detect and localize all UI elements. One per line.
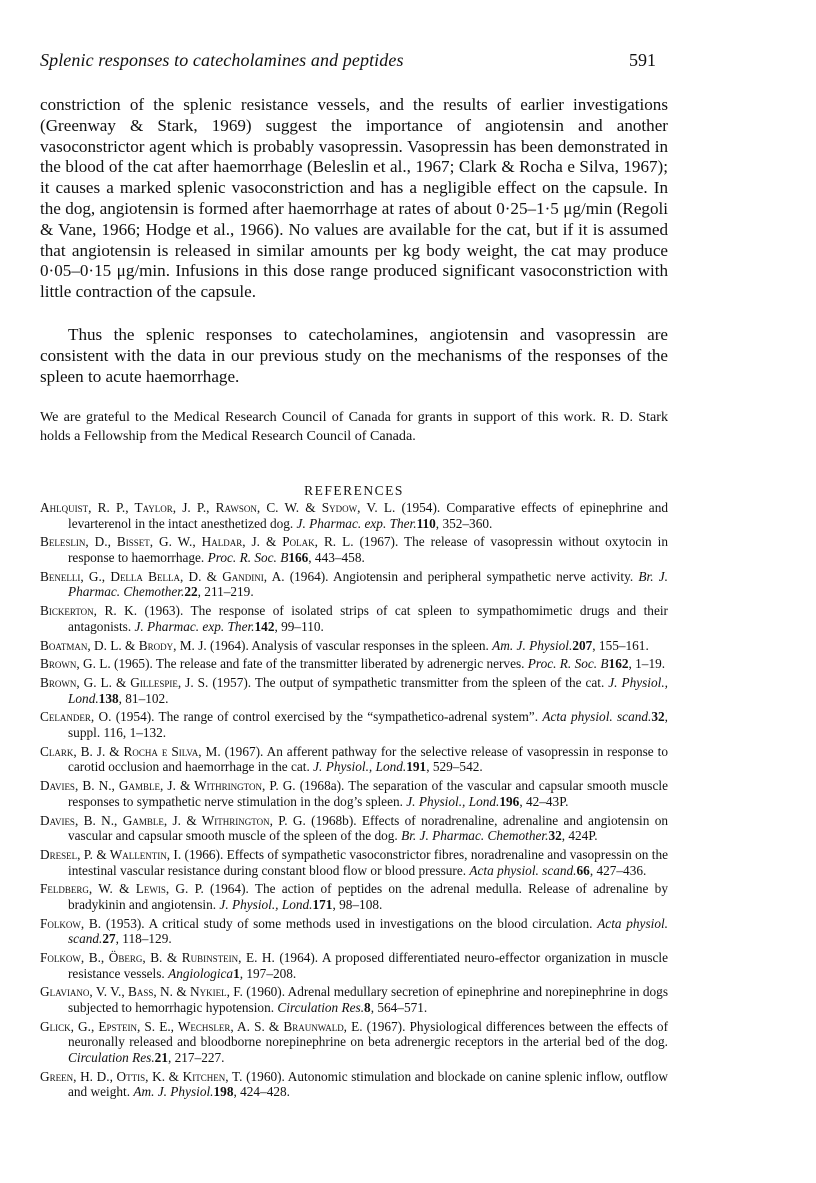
reference-volume: 162 xyxy=(608,656,629,672)
reference-pages: , 443–458. xyxy=(308,549,365,565)
reference-authors: Dresel, P. & Wallentin, I. xyxy=(40,846,182,862)
reference-title: (1954). The range of control exercised by the “sympathetico-adrenal system”. xyxy=(111,709,543,725)
reference-journal: Br. J. Pharmac. Chemother. xyxy=(401,828,549,844)
reference-pages: , 217–227. xyxy=(167,1050,225,1065)
reference-volume: 166 xyxy=(288,549,309,565)
reference-entry xyxy=(40,675,668,706)
reference-entry xyxy=(40,656,668,672)
reference-authors: Folkow, B. xyxy=(40,915,102,931)
reference-pages: , 427–436. xyxy=(589,862,647,878)
reference-pages: , 118–129. xyxy=(115,931,172,947)
reference-pages: , 564–571. xyxy=(370,1000,428,1016)
reference-authors: Brown, G. L. & Gillespie, J. S. xyxy=(40,675,209,691)
reference-title: (1954). Comparative effects of epinephrine and levarterenol in the intact anesthetized dog. xyxy=(68,500,668,531)
reference-volume: 66 xyxy=(576,862,590,878)
reference-journal: Acta physiol. scand. xyxy=(542,709,652,725)
reference-journal: Circulation Res. xyxy=(277,1000,365,1016)
reference-title: (1967). The release of vasopressin without oxytocin in response to haemorrhage. xyxy=(68,534,668,565)
reference-authors: Clark, B. J. & Rocha e Silva, M. xyxy=(40,743,221,759)
reference-volume: 191 xyxy=(406,759,427,775)
reference-entry xyxy=(40,534,668,565)
reference-volume: 32 xyxy=(548,828,562,844)
reference-authors: Glaviano, V. V., Bass, N. & Nykiel, F. xyxy=(40,984,243,1000)
reference-authors: Feldberg, W. & Lewis, G. P. xyxy=(40,881,204,897)
reference-journal: Am. J. Physiol. xyxy=(492,637,573,653)
reference-journal: J. Pharmac. exp. Ther. xyxy=(296,515,417,531)
reference-pages: , 99–110. xyxy=(274,618,324,634)
reference-volume: 32 xyxy=(651,709,665,725)
reference-entry xyxy=(40,603,668,634)
reference-journal: Acta physiol. scand. xyxy=(469,862,577,878)
reference-entry xyxy=(40,916,668,947)
reference-entry xyxy=(40,1019,668,1066)
reference-authors: Brown, G. L. xyxy=(40,656,111,672)
reference-journal: Br. J. Pharmac. Chemother. xyxy=(68,568,668,600)
reference-authors: Glick, G., Epstein, S. E., Wechsler, A. S. & Braunwald, E. xyxy=(40,1018,363,1034)
body-paragraph-2 xyxy=(40,325,668,387)
reference-volume: 142 xyxy=(254,618,275,634)
reference-pages: , 155–161. xyxy=(592,637,649,653)
reference-pages: , 1–19. xyxy=(628,656,666,672)
reference-title: (1964). The action of peptides on the adrenal medulla. Release of adrenaline by bradykinin and angiotensin. xyxy=(68,881,668,912)
reference-journal: J. Physiol., Lond. xyxy=(219,896,313,912)
reference-title: (1967). Physiological differences between the effects of neuronally released and bloodborne norepinephrine on beta adrenergic receptors in the arterial bed of the dog. xyxy=(68,1018,668,1050)
reference-authors: Davies, B. N., Gamble, J. & Withrington, P. G. xyxy=(40,778,296,794)
reference-title: (1964). Analysis of vascular responses in the spleen. xyxy=(206,637,493,653)
reference-list xyxy=(40,500,668,1103)
reference-volume: 207 xyxy=(572,637,593,653)
reference-pages: , 352–360. xyxy=(435,515,493,531)
reference-volume: 171 xyxy=(312,896,333,912)
reference-authors: Beleslin, D., Bisset, G. W., Haldar, J. & Polak, R. L. xyxy=(40,534,354,550)
reference-volume: 8 xyxy=(364,1000,371,1016)
reference-volume: 21 xyxy=(154,1050,168,1065)
reference-entry xyxy=(40,500,668,531)
reference-volume: 138 xyxy=(98,690,119,706)
reference-title: (1968b). Effects of noradrenaline, adrenaline and angiotensin on vascular and capsular smooth muscle of the spleen of the dog. xyxy=(68,812,668,844)
reference-authors: Green, H. D., Ottis, K. & Kitchen, T. xyxy=(40,1068,243,1084)
reference-entry xyxy=(40,881,668,912)
reference-volume: 196 xyxy=(499,793,520,809)
reference-authors: Ahlquist, R. P., Taylor, J. P., Rawson, C. W. & Sydow, V. L. xyxy=(40,500,396,515)
reference-title: (1964). A proposed differentiated neuro-effector organization in muscle resistance vessels. xyxy=(68,950,668,981)
reference-title: (1966). Effects of sympathetic vasoconstrictor fibres, noradrenaline and vasopressin on the intestinal vascular resistance during constant blood flow or blood pressure. xyxy=(68,846,669,878)
reference-journal: J. Physiol., Lond. xyxy=(313,759,407,775)
paragraph-text: Thus the splenic responses to catecholamines, angiotensin and vasopressin are consistent with the data in our previous study on the mechanisms of the responses of the spleen to acute haemorrhage. xyxy=(40,325,668,386)
running-title: Splenic responses to catecholamines and peptides xyxy=(40,50,404,70)
reference-journal: J. Physiol., Lond. xyxy=(406,793,500,809)
reference-authors: Boatman, D. L. & Brody, M. J. xyxy=(40,637,207,653)
page-number: 591 xyxy=(629,50,656,70)
reference-title: (1965). The release and fate of the transmitter liberated by adrenergic nerves. xyxy=(110,656,528,672)
reference-journal: Angiologica xyxy=(168,965,234,981)
reference-pages: , suppl. 116, 1–132. xyxy=(68,709,668,741)
body-paragraph-1 xyxy=(40,95,668,303)
reference-journal: Circulation Res. xyxy=(68,1050,155,1065)
reference-entry xyxy=(40,847,668,878)
reference-volume: 110 xyxy=(416,515,436,531)
references-heading: REFERENCES xyxy=(304,483,404,498)
reference-title: (1968a). The separation of the vascular and capsular smooth muscle responses to sympathetic nerve stimulation in the dog’s spleen. xyxy=(68,778,668,809)
reference-pages: , 98–108. xyxy=(332,896,383,912)
reference-pages: , 529–542. xyxy=(426,759,483,775)
reference-title: (1964). Angiotensin and peripheral sympathetic nerve activity. xyxy=(284,568,639,584)
reference-authors: Davies, B. N., Gamble, J. & Withrington, P. G. xyxy=(40,812,306,828)
reference-pages: , 197–208. xyxy=(239,965,297,981)
reference-journal: Acta physiol. scand. xyxy=(68,915,668,947)
reference-entry xyxy=(40,984,668,1015)
reference-volume: 22 xyxy=(184,584,198,600)
reference-title: (1960). Adrenal medullary secretion of epinephrine and norepinephrine in dogs subjected to hemorrhagic hypotension. xyxy=(68,984,668,1016)
reference-entry xyxy=(40,1069,668,1100)
reference-entry xyxy=(40,709,668,740)
reference-journal: J. Physiol., Lond. xyxy=(68,675,668,706)
reference-title: (1957). The output of sympathetic transmitter from the spleen of the cat. xyxy=(208,675,609,691)
reference-title: (1960). Autonomic stimulation and blockade on canine splenic inflow, outflow and weight. xyxy=(68,1068,668,1100)
reference-entry xyxy=(40,744,668,775)
reference-volume: 27 xyxy=(102,931,116,947)
reference-authors: Bickerton, R. K. xyxy=(40,603,138,619)
reference-entry xyxy=(40,569,668,600)
reference-entry xyxy=(40,950,668,981)
reference-authors: Celander, O. xyxy=(40,709,112,725)
reference-title: (1953). A critical study of some methods used in investigations on the blood circulation. xyxy=(101,915,598,931)
acknowledgement: We are grateful to the Medical Research Council of Canada for grants in support of this work. R. D. Stark holds a Fellowship from the Medical Research Council of Canada. xyxy=(40,409,668,444)
reference-journal: Proc. R. Soc. B xyxy=(527,656,609,672)
reference-authors: Benelli, G., Della Bella, D. & Gandini, A. xyxy=(40,568,285,584)
reference-pages: , 42–43P. xyxy=(519,793,569,809)
reference-authors: Folkow, B., Öberg, B. & Rubinstein, E. H. xyxy=(40,950,275,966)
reference-pages: , 81–102. xyxy=(118,690,169,706)
reference-journal: Proc. R. Soc. B xyxy=(207,549,289,565)
reference-journal: J. Pharmac. exp. Ther. xyxy=(134,618,255,634)
paragraph-text: constriction of the splenic resistance vessels, and the results of earlier investigations (Greenway & Stark, 1969) suggest the importance of angiotensin and another vasoconstrictor agent which is probably vasopressin. Vasopressin has been demonstrated in the blood of the cat after haemorrhage (Beleslin et al., 1967; Clark & Rocha e Silva, 1967); it causes a marked splenic vasoconstriction and has a negligible effect on the capsule. In the dog, angiotensin is formed after haemorrhage at rates of about 0·25–1·5 μg/min (Regoli & Vane, 1966; Hodge et al., 1966). No values are available for the cat, but if it is assumed that angiotensin is released in similar amounts per kg body weight, the cat may produce 0·05–0·15 μg/min. Infusions in this dose range produced significant vasoconstriction with little contraction of the capsule. xyxy=(40,95,668,302)
reference-volume: 198 xyxy=(213,1084,234,1100)
reference-entry xyxy=(40,638,668,654)
reference-entry xyxy=(40,813,668,844)
reference-title: (1963). The response of isolated strips of cat spleen to sympathomimetic drugs and their antagonists. xyxy=(68,603,668,634)
reference-entry xyxy=(40,778,668,809)
reference-journal: Am. J. Physiol. xyxy=(133,1084,214,1100)
reference-pages: , 211–219. xyxy=(197,584,254,600)
reference-title: (1967). An afferent pathway for the selective release of vasopressin in response to carotid occlusion and haemorrhage in the cat. xyxy=(68,743,668,775)
reference-volume: 1 xyxy=(233,965,240,981)
reference-pages: , 424–428. xyxy=(233,1084,290,1100)
reference-pages: , 424P. xyxy=(561,828,598,844)
